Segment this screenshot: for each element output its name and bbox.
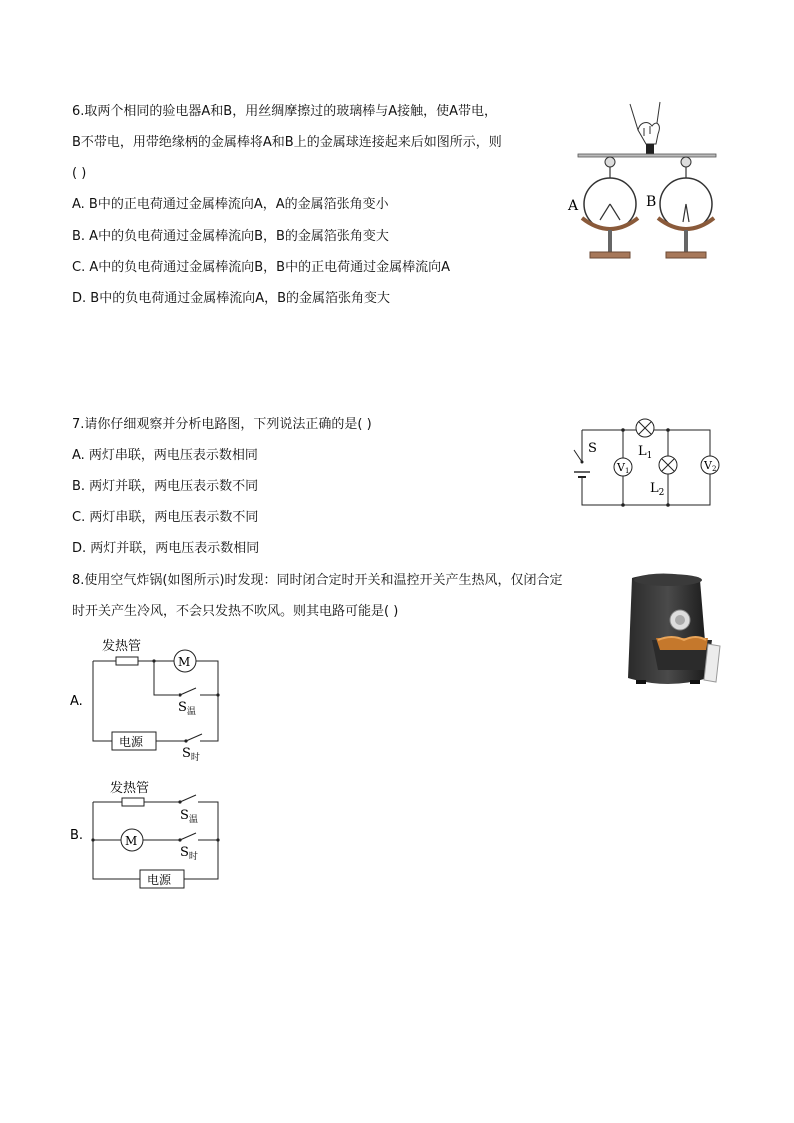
voltmeter-v1-label: V1 [617,461,630,475]
motor-label-a: M [178,655,191,669]
motor-label-b: M [125,834,138,848]
switch-time-label-a: $S_时$ [182,746,200,763]
power-label-b: 电源 [147,873,172,887]
label-a: A [568,198,579,214]
q6-option-c: C. A中的负电荷通过金属棒流向B，B中的正电荷通过金属棒流向A [72,260,450,275]
heater-label-b: 发热管 [110,781,150,796]
q6-option-a: A. B中的正电荷通过金属棒流向A，A的金属箔张角变小 [72,197,389,212]
heater-element-a [116,657,138,665]
electroscope-figure [560,100,725,265]
lamp-l1-icon [636,419,654,437]
lamp-l2-icon [659,456,677,474]
label-b: B [646,194,657,210]
q6-stem-line-1: 6.取两个相同的验电器A和B，用丝绸摩擦过的玻璃棒与A接触，使A带电， [72,104,498,119]
option-b-label: B. [70,828,84,843]
switch-temp-label-b: $S_温$ [180,808,198,825]
voltmeter-v2-label: V2 [704,459,717,473]
insulating-handle [646,144,654,154]
lamp-l2-label: $L_2$ [650,481,665,498]
q6-stem-line-3: ( ) [72,166,87,181]
q6-option-b: B. A中的负电荷通过金属棒流向B，B的金属箔张角变大 [72,229,389,244]
q7-option-b: B. 两灯并联，两电压表示数不同 [72,479,259,494]
metal-rod [578,154,716,157]
heater-label-a: 发热管 [102,639,142,654]
q8-stem-line-1: 8.使用空气炸锅(如图所示)时发现：同时闭合定时开关和温控开关产生热风，仅闭合定 [72,573,563,588]
air-fryer-image [612,570,724,695]
switch-label: S [588,441,597,456]
q7-option-d: D. 两灯并联，两电压表示数相同 [72,541,260,556]
switch-time-label-b: $S_时$ [180,845,198,862]
hand-icon [630,102,660,144]
q6-stem-line-2: B不带电，用带绝缘柄的金属棒将A和B上的金属球连接起来后如图所示，则 [72,135,502,150]
q6-option-d: D. B中的负电荷通过金属棒流向A，B的金属箔张角变大 [72,291,391,306]
switch-temp-label-a: $S_温$ [178,700,196,717]
electroscope-a [582,157,638,258]
circuit-figure-q7 [568,410,728,515]
q7-stem: 7.请你仔细观察并分析电路图，下列说法正确的是( ) [72,417,372,432]
q7-option-c: C. 两灯串联，两电压表示数不同 [72,510,259,525]
circuit-option-a [68,633,228,768]
q8-stem-line-2: 时开关产生冷风，不会只发热不吹风。则其电路可能是( ) [72,604,399,619]
option-a-label: A. [70,694,83,709]
q7-option-a: A. 两灯串联，两电压表示数相同 [72,448,258,463]
electroscope-b [658,157,714,258]
lamp-l1-label: $L_1$ [638,444,653,461]
circuit-option-b [68,775,228,890]
heater-element-b [122,798,144,806]
power-label-a: 电源 [119,735,144,749]
